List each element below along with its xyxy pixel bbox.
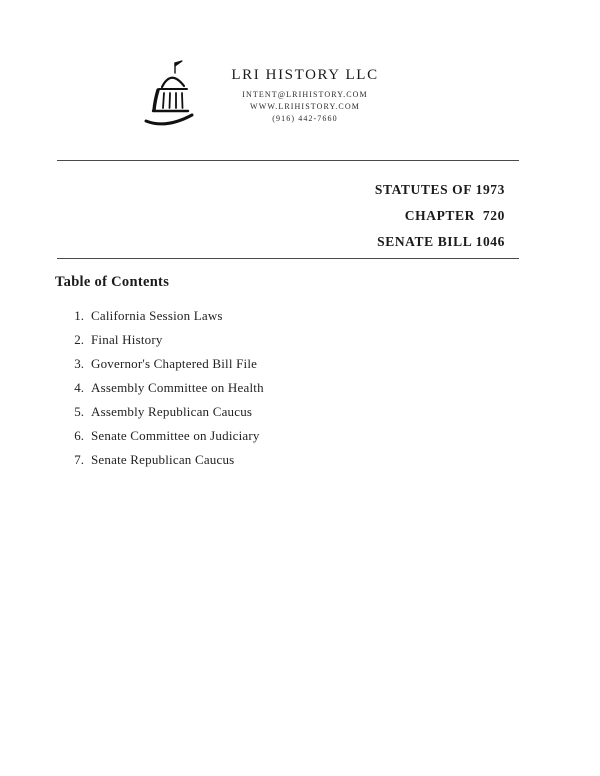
- toc-item: [68, 452, 264, 476]
- toc-item-number: 6.: [74, 428, 84, 443]
- toc-title: Table of Contents: [55, 274, 170, 290]
- toc-item-label: California Session Laws: [91, 308, 223, 323]
- toc-item: [68, 380, 264, 404]
- toc-item-number: 1.: [74, 308, 84, 323]
- letterhead: [138, 60, 380, 130]
- toc-item-label: Senate Committee on Judiciary: [91, 428, 260, 443]
- toc-item: [68, 404, 264, 428]
- toc-item-number: 4.: [74, 380, 84, 395]
- toc-item-label: Assembly Committee on Health: [91, 380, 264, 395]
- divider-bottom: [57, 258, 519, 259]
- company-website: WWW.LRIHISTORY.COM: [250, 102, 360, 111]
- toc-item-number: 2.: [74, 332, 84, 347]
- senate-bill-line: SENATE BILL 1046: [377, 234, 505, 249]
- company-email: INTENT@LRIHISTORY.COM: [242, 90, 368, 99]
- company-phone: (916) 442-7660: [272, 114, 338, 123]
- chapter-line: CHAPTER 720: [404, 208, 505, 223]
- toc-item-number: 5.: [74, 404, 84, 419]
- toc-item: [68, 356, 264, 380]
- toc-list: [68, 308, 264, 476]
- letterhead-text: [230, 67, 380, 123]
- toc-item-label: Governor's Chaptered Bill File: [91, 356, 258, 371]
- statutes-line: STATUTES OF 1973: [374, 182, 505, 197]
- toc-item-number: 7.: [74, 452, 84, 467]
- divider-top: [57, 160, 519, 161]
- capitol-building-logo-icon: [138, 60, 204, 130]
- toc-item-label: Senate Republican Caucus: [91, 452, 235, 467]
- company-name: LRI HISTORY LLC: [231, 67, 379, 83]
- toc-item: [68, 332, 264, 356]
- toc-item: [68, 428, 264, 452]
- reference-block: [375, 177, 505, 255]
- toc-item-number: 3.: [74, 356, 84, 371]
- toc-item-label: Assembly Republican Caucus: [91, 404, 253, 419]
- toc-item: [68, 308, 264, 332]
- toc-item-label: Final History: [91, 332, 163, 347]
